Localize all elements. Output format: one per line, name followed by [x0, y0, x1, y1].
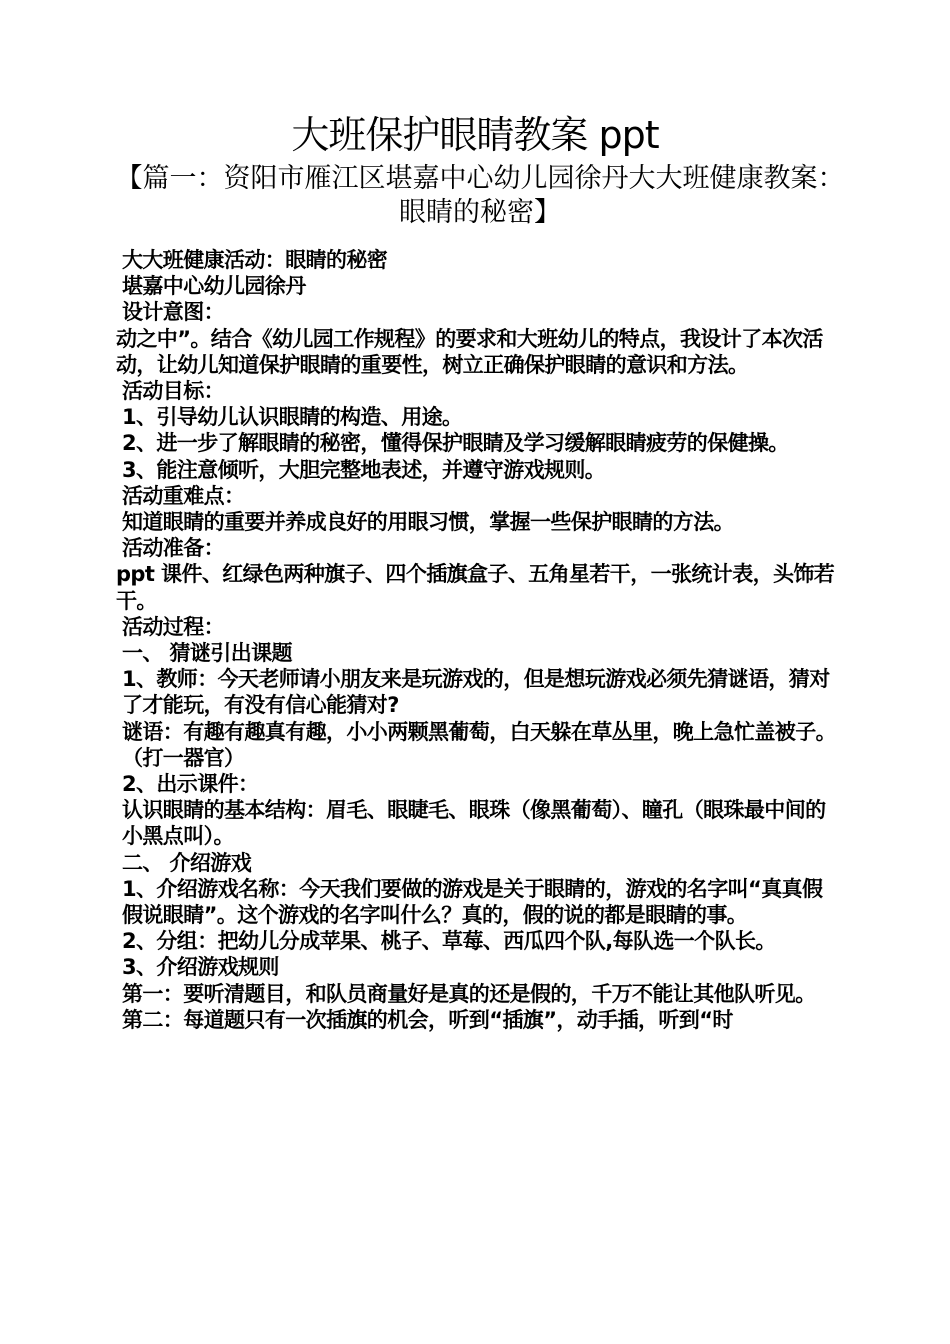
body-paragraph: 活动目标：	[122, 379, 224, 404]
body-paragraph: 活动过程：	[122, 614, 224, 639]
body-paragraph: 1、介绍游戏名称：今天我们要做的游戏是关于眼睛的，游戏的名字叫“真真假假说眼睛”。这个游戏的名字叫什么？真的，假的说的都是眼睛的事。	[122, 876, 823, 928]
page-title: 大班保护眼睛教案 ppt	[291, 113, 659, 157]
body-paragraph: 设计意图：	[122, 300, 224, 325]
body-paragraph: 二、 介绍游戏	[122, 850, 252, 875]
body-paragraph: 活动重难点：	[122, 483, 245, 508]
page-subtitle: 【篇一：资阳市雁江区堪嘉中心幼儿园徐丹大大班健康教案：眼睛的秘密】	[115, 163, 845, 228]
body-paragraph: 堪嘉中心幼儿园徐丹	[122, 274, 306, 299]
body-paragraph: 谜语：有趣有趣真有趣，小小两颗黑葡萄，白天躲在草丛里，晚上急忙盖被子。（打一器官）	[122, 719, 836, 770]
body-paragraph: 动之中”。结合《幼儿园工作规程》的要求和大班幼儿的特点，我设计了本次活动，让幼儿知道保护眼睛的重要性，树立正确保护眼睛的意识和方法。	[116, 326, 823, 377]
body-paragraph: 知道眼睛的重要并养成良好的用眼习惯，掌握一些保护眼睛的方法。	[122, 510, 734, 535]
body-paragraph: 大大班健康活动：眼睛的秘密	[122, 248, 388, 272]
body-paragraph: 一、 猜谜引出课题	[122, 641, 292, 666]
body-paragraph: 第二：每道题只有一次插旗的机会，听到“插旗”，动手插，听到“时	[122, 1007, 733, 1032]
body-paragraph: 认识眼睛的基本结构：眉毛、眼睫毛、眼珠（像黑葡萄）、瞳孔（眼珠最中间的小黑点叫）。	[122, 798, 826, 849]
body-paragraph: 2、出示课件：	[122, 772, 259, 797]
body-paragraph: 第一：要听清题目，和队员商量好是真的还是假的，千万不能让其他队听见。	[122, 981, 816, 1006]
body-paragraph: 2、分组：把幼儿分成苹果、桃子、草莓、西瓜四个队,每队选一个队长。	[122, 929, 776, 954]
body-paragraph: 活动准备：	[122, 536, 224, 561]
body-paragraph: ppt 课件、红绿色两种旗子、四个插旗盒子、五角星若干，一张统计表，头饰若干。	[116, 562, 835, 613]
body-paragraph: 3、能注意倾听，大胆完整地表述，并遵守游戏规则。	[122, 457, 606, 482]
body-paragraph: 3、介绍游戏规则	[122, 955, 279, 980]
body-paragraph: 1、教师：今天老师请小朋友来是玩游戏的，但是想玩游戏必须先猜谜语，猜对了才能玩，有没有信心能猜对?	[122, 667, 830, 718]
body-paragraph: 2、进一步了解眼睛的秘密，懂得保护眼睛及学习缓解眼睛疲劳的保健操。	[122, 431, 789, 456]
document-body	[116, 247, 838, 1033]
body-paragraph: 1、引导幼儿认识眼睛的构造、用途。	[122, 405, 463, 430]
